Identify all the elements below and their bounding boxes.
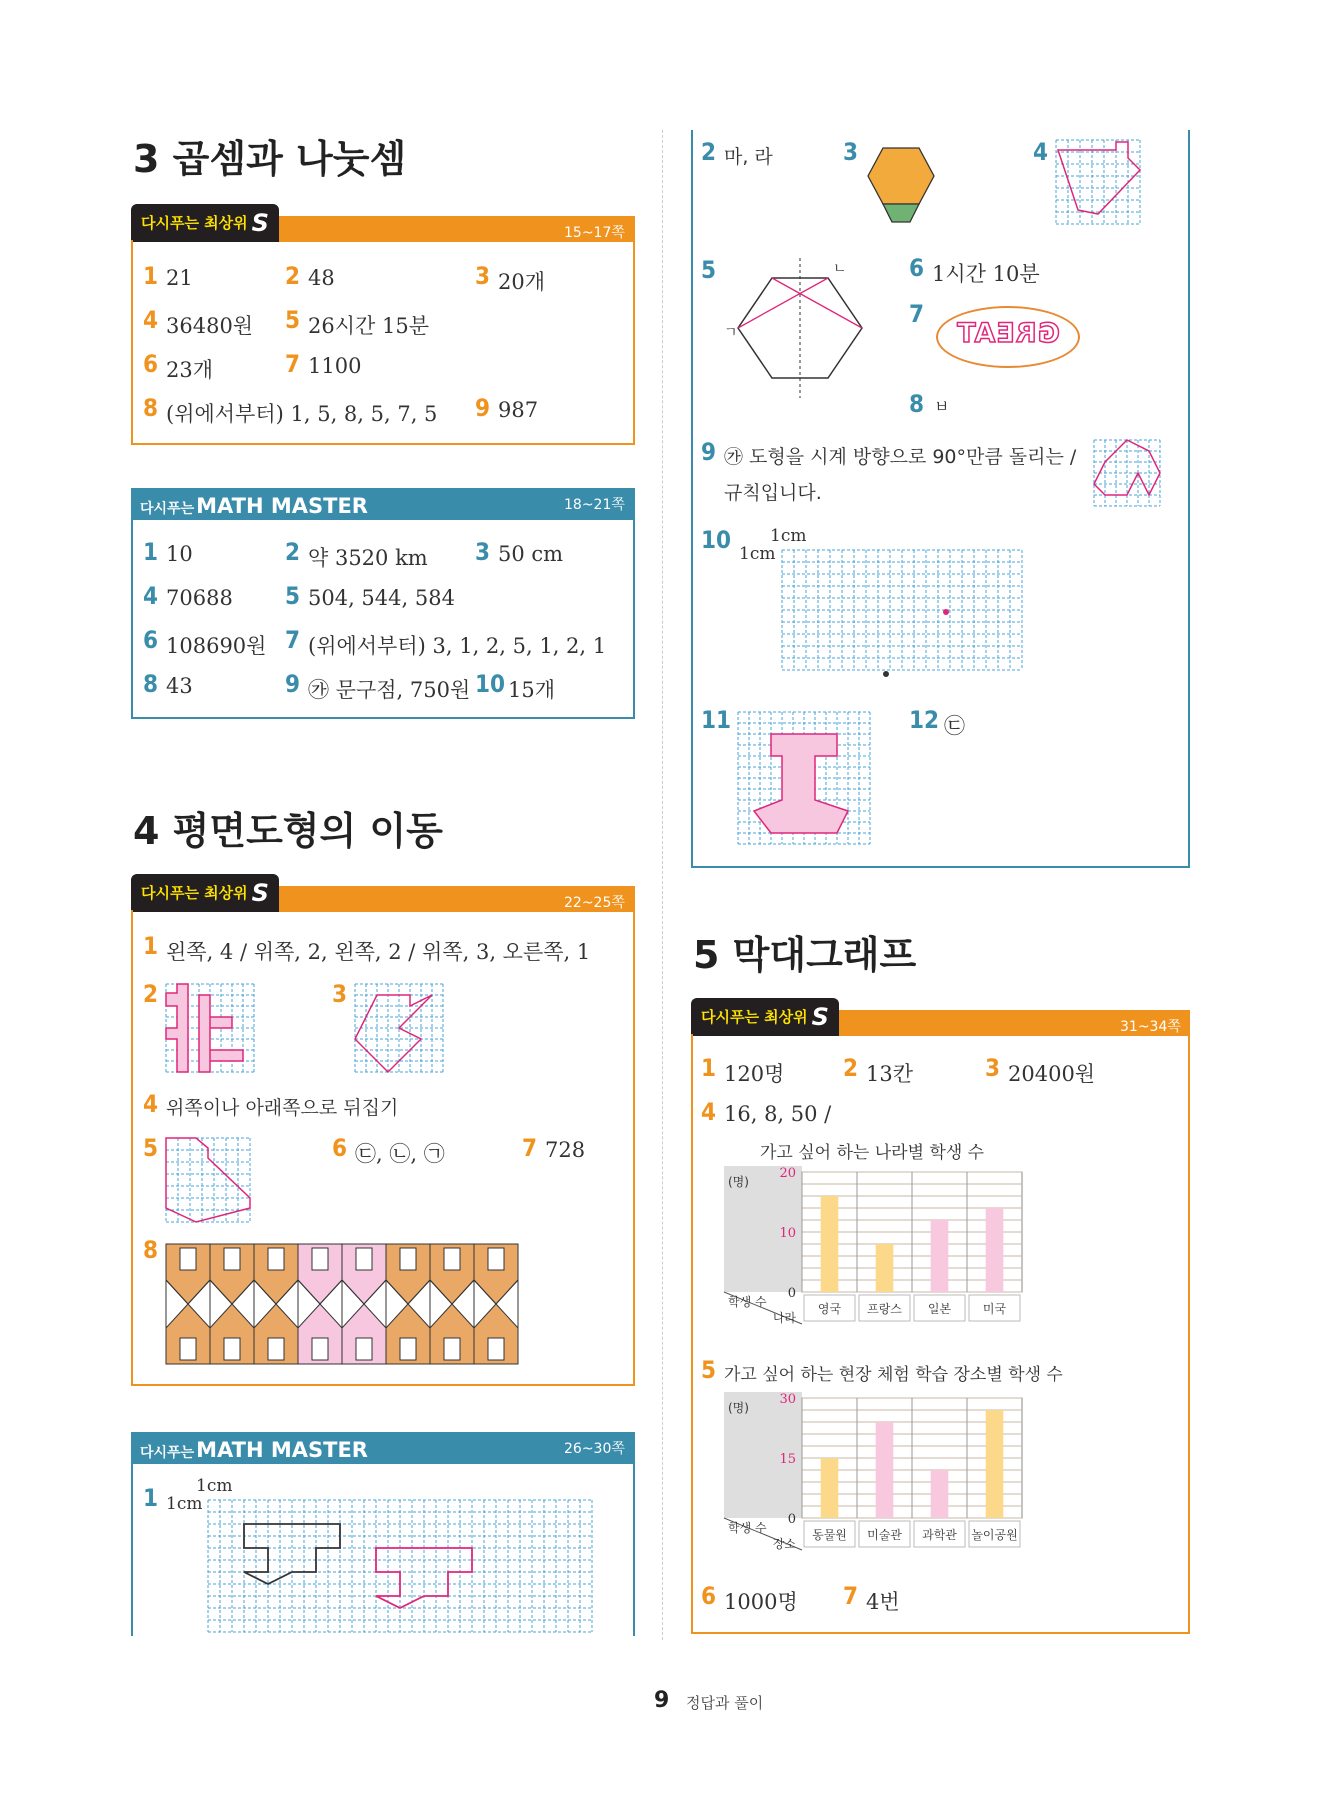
q-number: 7 — [522, 1134, 538, 1162]
q-number: 9 — [475, 394, 491, 422]
q-number: 5 — [285, 306, 301, 334]
answer: (위에서부터) 3, 1, 2, 5, 1, 2, 1 — [308, 634, 607, 658]
answer: 마, 라 — [724, 146, 773, 168]
chapter-title: 3 곱셈과 나눗셈 — [133, 137, 407, 181]
answer: 21 — [166, 266, 193, 290]
grid-figure-q2 — [166, 984, 254, 1072]
q-number: 6 — [701, 1582, 717, 1610]
answer: 70688 — [166, 586, 233, 610]
bar-미술관 — [876, 1422, 894, 1518]
y-axis-label: 학생 수 — [728, 1521, 767, 1535]
q-number: 9 — [701, 438, 717, 466]
logo-s: S — [251, 209, 269, 237]
q-number: 2 — [701, 138, 717, 166]
mirrored-text: GREAT — [956, 318, 1060, 349]
answer: 48 — [308, 266, 335, 290]
bar-놀이공원 — [986, 1410, 1004, 1518]
q-number: 1 — [143, 1484, 159, 1512]
q-number: 6 — [332, 1134, 348, 1162]
x-axis-label: 장소 — [772, 1537, 796, 1551]
grid-figure-q4 — [1056, 140, 1140, 224]
bar-chart-places — [724, 1392, 1026, 1562]
q-number: 10 — [701, 526, 732, 554]
answer: 120명 — [724, 1062, 785, 1086]
q-number: 8 — [143, 394, 159, 422]
x-axis-label: 나라 — [772, 1311, 796, 1325]
q-number: 3 — [985, 1054, 1001, 1082]
bar-일본 — [931, 1220, 949, 1292]
q-number: 2 — [143, 980, 159, 1008]
answer: (위에서부터) 1, 5, 8, 5, 7, 5 — [166, 402, 438, 426]
category-label: 일본 — [927, 1302, 952, 1316]
y-tick-label: 10 — [779, 1226, 796, 1241]
answer: 왼쪽, 4 / 위쪽, 2, 왼쪽, 2 / 위쪽, 3, 오른쪽, 1 — [166, 940, 591, 964]
q-number: 6 — [143, 626, 159, 654]
q-number: 3 — [475, 262, 491, 290]
bar-미국 — [986, 1208, 1004, 1292]
section-tab: 다시푸는 최상위 S — [691, 998, 839, 1036]
answer: 26시간 15분 — [308, 314, 429, 338]
q-number: 2 — [843, 1054, 859, 1082]
footer-label: 정답과 풀이 — [686, 1694, 764, 1712]
unit-label: 1cm — [770, 526, 807, 546]
q-number: 10 — [475, 670, 506, 698]
answer: 50 cm — [498, 542, 564, 566]
answer: 10 — [166, 542, 193, 566]
bar-과학관 — [931, 1470, 949, 1518]
q-number: 8 — [909, 390, 925, 418]
answer: 위쪽이나 아래쪽으로 뒤집기 — [166, 1097, 399, 1119]
answer: 23개 — [166, 358, 214, 382]
page-range: 26~30쪽 — [564, 1441, 625, 1457]
answer: ㉮ 문구점, 750원 — [308, 678, 471, 702]
grid-figure-q10 — [782, 550, 1030, 674]
pattern-figure-q8 — [166, 1244, 521, 1364]
q-number: 2 — [285, 538, 301, 566]
unit-label: 1cm — [166, 1494, 203, 1514]
answer: 4번 — [866, 1590, 900, 1614]
hexagon-figure-q3 — [866, 146, 936, 228]
q-number: 7 — [285, 626, 301, 654]
q-number: 5 — [143, 1134, 159, 1162]
vertex-label: ㄴ — [833, 261, 847, 277]
answer: 20개 — [498, 270, 546, 294]
section-tab: 다시푸는MATH MASTER — [140, 494, 368, 518]
category-label: 영국 — [817, 1302, 842, 1316]
section-tab: 다시푸는 최상위 S — [131, 204, 279, 242]
answer: 15개 — [508, 678, 556, 702]
grid-figure-q3 — [355, 984, 443, 1072]
q-number: 1 — [701, 1054, 717, 1082]
q-number: 5 — [701, 1356, 717, 1384]
category-label: 프랑스 — [867, 1302, 902, 1316]
category-label: 놀이공원 — [971, 1528, 1018, 1542]
answer: 1000명 — [724, 1590, 798, 1614]
answer: 108690원 — [166, 634, 267, 658]
category-label: 미술관 — [867, 1528, 902, 1542]
bar-영국 — [821, 1196, 839, 1292]
q-number: 3 — [475, 538, 491, 566]
section-tab: 다시푸는MATH MASTER — [140, 1438, 368, 1462]
answer: ㉢, ㉡, ㉠ — [355, 1142, 445, 1166]
answer-continued: 규칙입니다. — [724, 482, 822, 504]
y-tick-label: 0 — [787, 1286, 796, 1301]
answer: 504, 544, 584 — [308, 586, 455, 610]
q-number: 4 — [143, 306, 159, 334]
y-axis-label: 학생 수 — [728, 1295, 767, 1309]
q-number: 3 — [843, 138, 859, 166]
category-label: 미국 — [982, 1302, 1007, 1316]
answer: 728 — [545, 1138, 586, 1162]
column-divider — [662, 130, 663, 1640]
answer: 987 — [498, 398, 539, 422]
answer: 가고 싶어 하는 현장 체험 학습 장소별 학생 수 — [724, 1365, 1063, 1385]
q-number: 6 — [143, 350, 159, 378]
answer: 1시간 10분 — [932, 262, 1040, 286]
q-number: 4 — [143, 1090, 159, 1118]
q-number: 4 — [701, 1098, 717, 1126]
y-tick-label: 30 — [779, 1392, 796, 1407]
bar-동물원 — [821, 1458, 839, 1518]
answer: 1100 — [308, 354, 362, 378]
q-number: 7 — [285, 350, 301, 378]
category-label: 과학관 — [922, 1528, 957, 1542]
answer: 20400원 — [1008, 1062, 1096, 1086]
grid-figure-q5 — [166, 1138, 250, 1222]
q-number: 3 — [332, 980, 348, 1008]
q-number: 9 — [285, 670, 301, 698]
answer: ㉢ — [944, 714, 965, 738]
q-number: 2 — [285, 262, 301, 290]
q-number: 11 — [701, 706, 732, 734]
bar-프랑스 — [876, 1244, 894, 1292]
answer: 약 3520 km — [308, 546, 428, 570]
chapter-title: 5 막대그래프 — [693, 933, 917, 977]
q-number: 6 — [909, 254, 925, 282]
q-number: 4 — [1033, 138, 1049, 166]
q-number: 8 — [143, 670, 159, 698]
grid-figure-mm1 — [208, 1500, 592, 1632]
page-range: 15~17쪽 — [564, 225, 625, 241]
unit-label: 1cm — [196, 1476, 233, 1496]
y-tick-label: 20 — [779, 1166, 796, 1181]
bar-chart-countries — [724, 1166, 1026, 1336]
page-range: 18~21쪽 — [564, 497, 625, 513]
unit-label: (명) — [728, 1175, 749, 1189]
grid-figure-q9 — [1094, 440, 1160, 506]
answer: ㅂ — [934, 397, 950, 416]
answer: 43 — [166, 674, 193, 698]
q-number: 7 — [843, 1582, 859, 1610]
unit-label: 1cm — [739, 544, 776, 564]
vertex-label: ㄱ — [724, 325, 738, 341]
answer: ㉮ 도형을 시계 방향으로 90°만큼 돌리는 / — [724, 446, 1077, 468]
page-number: 9 — [654, 1688, 670, 1713]
q-number: 1 — [143, 538, 159, 566]
section-tab: 다시푸는 최상위 S — [131, 874, 279, 912]
logo-s: S — [251, 879, 269, 907]
q-number: 5 — [285, 582, 301, 610]
q-number: 1 — [143, 932, 159, 960]
q-number: 12 — [909, 706, 940, 734]
hexagon-figure-q5 — [730, 258, 870, 398]
answer: 36480원 — [166, 314, 254, 338]
q-number: 1 — [143, 262, 159, 290]
q-number: 4 — [143, 582, 159, 610]
logo-s: S — [811, 1003, 829, 1031]
answer: 16, 8, 50 / — [724, 1102, 832, 1126]
y-tick-label: 0 — [787, 1512, 796, 1527]
q-number: 7 — [909, 300, 925, 328]
unit-label: (명) — [728, 1401, 749, 1415]
y-tick-label: 15 — [779, 1452, 796, 1467]
grid-figure-q11 — [738, 712, 870, 844]
chart-title: 가고 싶어 하는 나라별 학생 수 — [760, 1143, 985, 1163]
chapter-title: 4 평면도형의 이동 — [133, 809, 443, 853]
page-range: 31~34쪽 — [1120, 1019, 1181, 1035]
q-number: 8 — [143, 1236, 159, 1264]
answer: 13칸 — [866, 1062, 914, 1086]
category-label: 동물원 — [812, 1528, 847, 1542]
q-number: 5 — [701, 256, 717, 284]
page-range: 22~25쪽 — [564, 895, 625, 911]
